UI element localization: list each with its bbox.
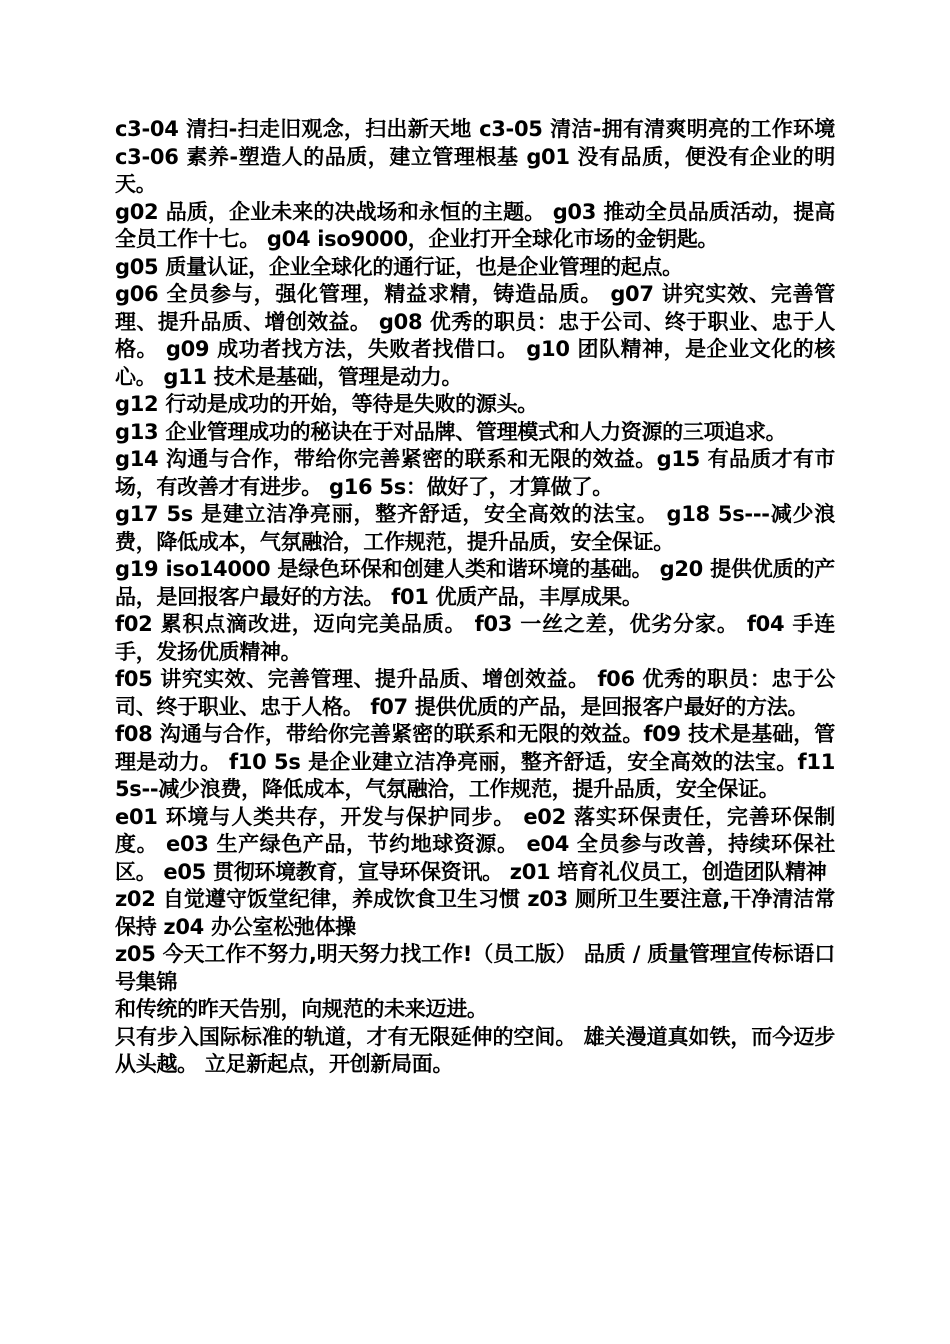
paragraph: g06 全员参与，强化管理，精益求精，铸造品质。 g07 讲究实效、完善管理、提升品质、增创效益。 g08 优秀的职员：忠于公司、终于职业、忠于人格。 g09 成功者找方法，失败者找借口。 g10 团队精神，是企业文化的核心。 g11 技术是基础，管理是动力。 bbox=[115, 282, 835, 389]
paragraph: 和传统的昨天告别，向规范的未来迈进。 bbox=[115, 997, 488, 1021]
paragraph: g02 品质，企业未来的决战场和永恒的主题。 g03 推动全员品质活动，提高全员工作十七。 g04 iso9000，企业打开全球化市场的金钥匙。 bbox=[115, 199, 835, 251]
paragraph: e01 环境与人类共存，开发与保护同步。 e02 落实环保责任，完善环保制度。 e03 生产绿色产品，节约地球资源。 e04 全员参与改善，持续环保社区。 e05 贯彻环境教育，宣导环保资讯。 z01 培育礼仪员工，创造团队精神 bbox=[115, 804, 835, 884]
paragraph: g13 企业管理成功的秘诀在于对品牌、管理模式和人力资源的三项追求。 bbox=[115, 419, 787, 444]
paragraph: g12 行动是成功的开始，等待是失败的源头。 bbox=[115, 392, 538, 416]
paragraph: g05 质量认证，企业全球化的通行证，也是企业管理的起点。 bbox=[115, 254, 683, 279]
paragraph: 只有步入国际标准的轨道，才有无限延伸的空间。 雄关漫道真如铁，而今迈步从头越。 立足新起点，开创新局面。 bbox=[115, 1024, 835, 1076]
paragraph: g19 iso14000 是绿色环保和创建人类和谐环境的基础。 g20 提供优质的产品，是回报客户最好的方法。 f01 优质产品，丰厚成果。 bbox=[115, 557, 835, 609]
paragraph: z05 今天工作不努力,明天努力找工作!（员工版） 品质 / 质量管理宣传标语口号集锦 bbox=[115, 942, 835, 994]
paragraph: z02 自觉遵守饭堂纪律，养成饮食卫生习惯 z03 厕所卫生要注意,干净清洁常保持 z04 办公室松弛体操 bbox=[115, 887, 835, 939]
paragraph: c3-04 清扫-扫走旧观念，扫出新天地 c3-05 清洁-拥有清爽明亮的工作环境 c3-06 素养-塑造人的品质，建立管理根基 g01 没有品质，便没有企业的明天。 bbox=[115, 117, 835, 196]
paragraph: f08 沟通与合作，带给你完善紧密的联系和无限的效益。f09 技术是基础，管理是动力。 f10 5s 是企业建立洁净亮丽，整齐舒适，安全高效的法宝。f11 5s--减少浪费，降低成本，气氛融洽，工作规范，提升品质，安全保证。 bbox=[115, 722, 835, 801]
paragraph: f02 累积点滴改进，迈向完美品质。 f03 一丝之差，优劣分家。 f04 手连手，发扬优质精神。 bbox=[115, 612, 835, 664]
paragraph: g14 沟通与合作，带给你完善紧密的联系和无限的效益。g15 有品质才有市场，有改善才有进步。 g16 5s：做好了，才算做了。 bbox=[115, 447, 835, 499]
document-body bbox=[115, 116, 835, 1079]
paragraph: g17 5s 是建立洁净亮丽，整齐舒适，安全高效的法宝。 g18 5s---减少浪费，降低成本，气氛融洽，工作规范，提升品质，安全保证。 bbox=[115, 502, 835, 554]
paragraph: f05 讲究实效、完善管理、提升品质、增创效益。 f06 优秀的职员：忠于公司、终于职业、忠于人格。 f07 提供优质的产品，是回报客户最好的方法。 bbox=[115, 667, 835, 719]
